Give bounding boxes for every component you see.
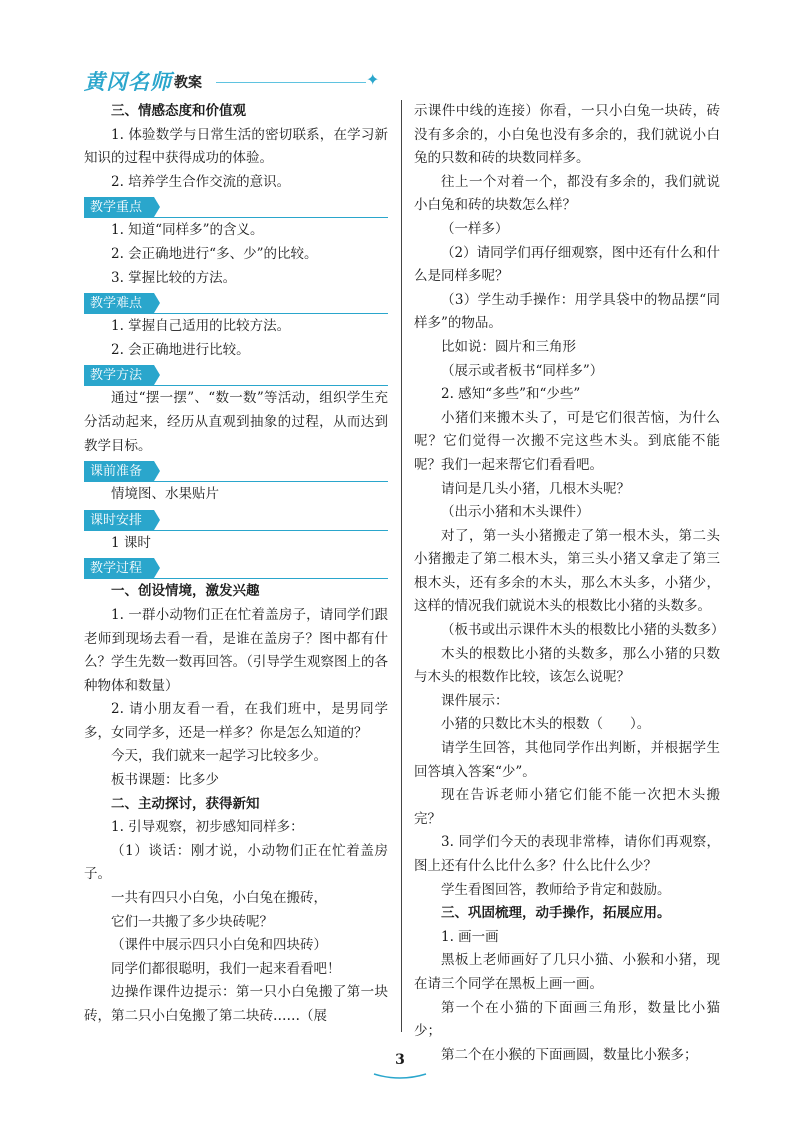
paragraph: （一样多） (441, 220, 509, 237)
right-column (414, 100, 725, 1067)
paragraph: 今天，我们就来一起学习比较多少。 (111, 748, 327, 765)
page-header (84, 66, 380, 100)
section-tag-schedule: 课时安排 (84, 510, 154, 531)
paragraph: 它们一共搬了多少块砖呢？ (111, 913, 273, 930)
paragraph: 通过“摆一摆”、“数一数”等活动，组织学生充分活动起来，经历从直观到抽象的过程，从而达到教学目标。 (84, 390, 388, 454)
paragraph: 3. 掌握比较的方法。 (111, 269, 237, 286)
paragraph: 请问是几头小猪，几根木头呢？ (441, 480, 630, 497)
header-subtitle: 教案 (174, 75, 202, 91)
paragraph: 一共有四只小白兔，小白兔在搬砖， (111, 890, 327, 907)
paragraph: （3）学生动手操作：用学具袋中的物品摆“同样多”的物品。 (414, 291, 720, 332)
section-tag-row (84, 458, 388, 483)
section-heading: 三、巩固梳理，动手操作，拓展应用。 (441, 905, 671, 922)
paragraph: 第一个在小猫的下面画三角形，数量比小猫少； (414, 999, 720, 1040)
paragraph: 1. 知道“同样多”的含义。 (111, 222, 264, 239)
section-tag-row (84, 555, 388, 580)
paragraph: 情境图、水果贴片 (111, 486, 219, 503)
section-tag-methods: 教学方法 (84, 365, 154, 386)
paragraph: （课件中展示四只小白兔和四块砖） (111, 937, 327, 954)
sparkle-icon: ✦ (366, 70, 380, 89)
paragraph: 示课件中线的连接）你看，一只小白兔一块砖，砖没有多余的，小白兔也没有多余的，我们就说小白兔的只数和砖的块数同样多。 (414, 103, 720, 167)
paragraph: 课件展示： (441, 692, 509, 709)
section-tag-row (84, 194, 388, 219)
paragraph: 同学们都很聪明，我们一起来看看吧！ (111, 960, 341, 977)
section-tag-key-points: 教学重点 (84, 197, 154, 218)
section-tag-difficulties: 教学难点 (84, 293, 154, 314)
paragraph: 1. 引导观察，初步感知同样多： (111, 819, 304, 836)
paragraph: 小猪的只数比木头的根数（ ）。 (441, 716, 651, 733)
section-tag-row (84, 290, 388, 315)
paragraph: 请学生回答，其他同学作出判断，并根据学生回答填入答案“少”。 (414, 740, 720, 780)
paragraph: （1）谈话：刚才说，小动物们正在忙着盖房子。 (84, 842, 388, 883)
left-column (84, 100, 388, 1029)
paragraph: 黑板上老师画好了几只小猫、小猴和小猪，现在请三个同学在黑板上画一画。 (414, 952, 720, 992)
section-heading: 三、情感态度和价值观 (111, 103, 246, 119)
paragraph: 木头的根数比小猪的头数多，那么小猪的只数与木头的根数作比较，该怎么说呢？ (414, 645, 720, 686)
paragraph: 1. 掌握自己适用的比较方法。 (111, 318, 291, 335)
paragraph: 2. 请小朋友看一看，在我们班中，是男同学多，女同学多，还是一样多？你是怎么知道的？ (84, 701, 388, 741)
paragraph: 板书课题：比多少 (111, 772, 219, 789)
section-tag-row (84, 362, 388, 387)
section-tag-row (84, 507, 388, 532)
paragraph: 1. 一群小动物们正在忙着盖房子，请同学们跟老师到现场去看一看，是谁在盖房子？图中都有什么？学生先数一数再回答。（引导学生观察图上的各种物体和数量） (84, 606, 388, 694)
paragraph: （2）请同学们再仔细观察，图中还有什么和什么是同样多呢？ (414, 244, 720, 285)
paragraph: 2. 感知“多些”和“少些” (441, 386, 581, 403)
column-divider (401, 100, 402, 1032)
paragraph: 学生看图回答，教师给予肯定和鼓励。 (441, 881, 671, 898)
paragraph: 1. 画一画 (441, 928, 499, 945)
paragraph: 现在告诉老师小猪它们能不能一次把木头搬完？ (414, 787, 720, 827)
paragraph: 第二个在小猴的下面画圆，数量比小猴多； (441, 1046, 698, 1063)
section-tag-process: 教学过程 (84, 558, 154, 579)
paragraph: 1 课时 (111, 534, 151, 551)
section-heading: 一、创设情境，激发兴趣 (111, 583, 260, 600)
paragraph: 边操作课件边提示：第一只小白兔搬了第一块砖，第二只小白兔搬了第二块砖……（展 (84, 984, 388, 1024)
paragraph: （板书或出示课件木头的根数比小猪的头数多） (441, 622, 725, 639)
page-number-ornament-icon (370, 1072, 430, 1080)
paragraph: （展示或者板书“同样多”） (441, 362, 604, 379)
paragraph: 小猪们来搬木头了，可是它们很苦恼，为什么呢？它们觉得一次搬不完这些木头。到底能不能呢？我们一起来帮它们看看吧。 (414, 409, 720, 473)
section-tag-preparation: 课前准备 (84, 461, 154, 482)
section-heading: 二、主动探讨，获得新知 (111, 795, 260, 812)
paragraph: 2. 会正确地进行“多、少”的比较。 (111, 245, 318, 262)
paragraph: （出示小猪和木头课件） (441, 504, 590, 521)
paragraph: 3. 同学们今天的表现非常棒，请你们再观察，图上还有什么比什么多？什么比什么少？ (414, 834, 720, 874)
header-divider-line (216, 82, 366, 83)
paragraph: 1. 体验数学与日常生活的密切联系，在学习新知识的过程中获得成功的体验。 (84, 126, 388, 167)
brand-logo: 黄冈名师 (84, 70, 172, 94)
paragraph: 比如说：圆片和三角形 (441, 338, 576, 355)
paragraph: 2. 培养学生合作交流的意识。 (111, 173, 291, 190)
paragraph: 对了，第一头小猪搬走了第一根木头，第二头小猪搬走了第二根木头，第三头小猪又拿走了第三根木头，还有多余的木头，那么木头多，小猪少，这样的情况我们就说木头的根数比小猪的头数多。 (414, 527, 720, 615)
paragraph: 2. 会正确地进行比较。 (111, 341, 250, 358)
paragraph: 往上一个对着一个，都没有多余的，我们就说小白兔和砖的块数怎么样？ (414, 173, 720, 214)
page-number: 3 (395, 1052, 405, 1068)
